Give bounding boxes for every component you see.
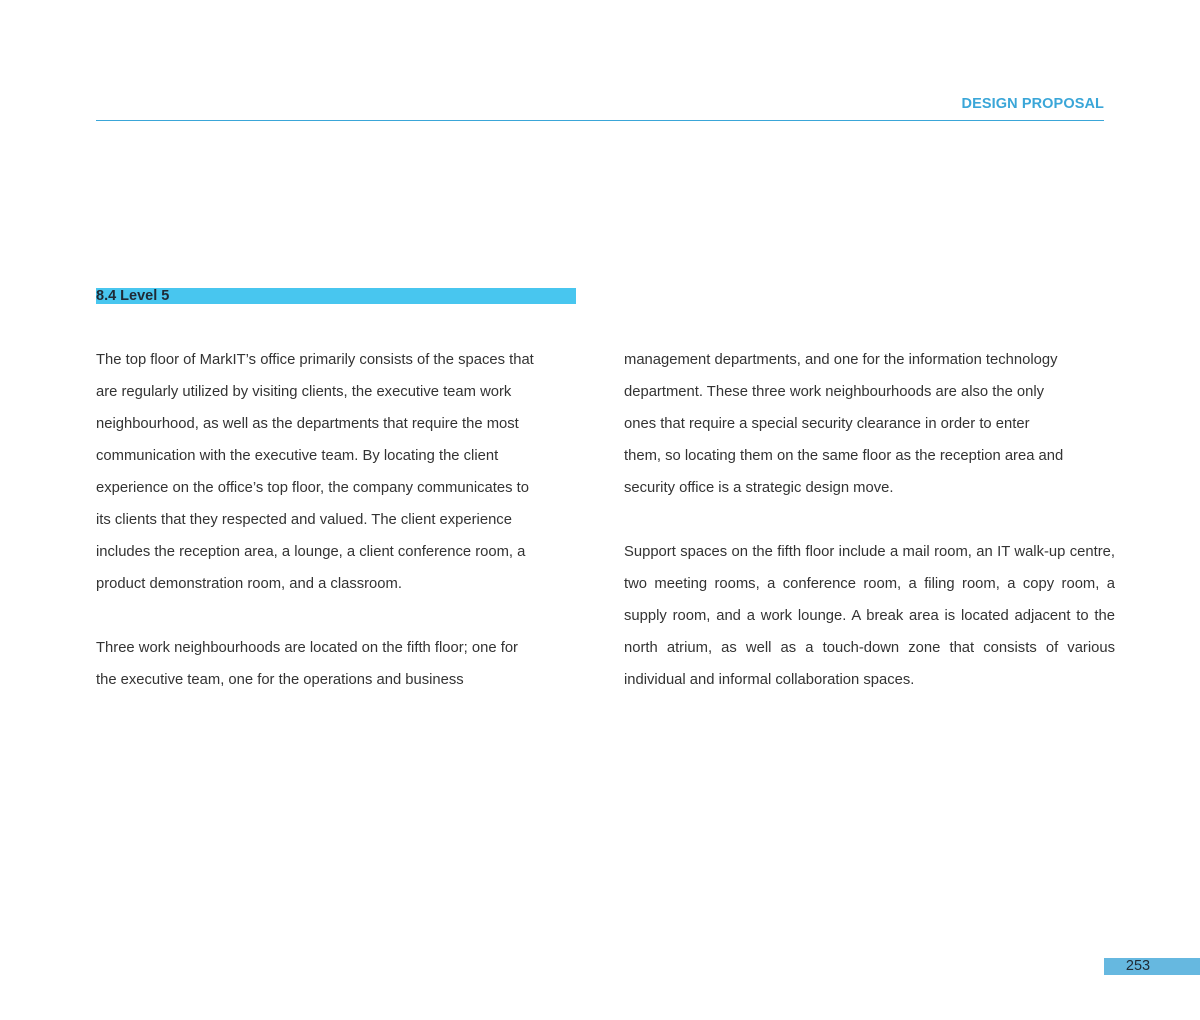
section-heading: 8.4 Level 5 — [96, 288, 170, 304]
paragraph-gap — [624, 504, 1115, 536]
left-paragraph-2 — [96, 632, 576, 696]
left-paragraph-1 — [96, 344, 576, 600]
text-line: the executive team, one for the operations and business — [96, 672, 464, 688]
right-paragraph-2: Support spaces on the fifth floor include a mail room, an IT walk-up centre, two meeting rooms, a conference room, a filing room, a copy room, a supply room, and a work lounge. A break area is located adjacent to the north atrium, as well as a touch-down zone that consists of various individual and informal collaboration spaces. — [624, 544, 1115, 688]
right-column — [624, 344, 1115, 696]
header-title: DESIGN PROPOSAL — [961, 96, 1104, 112]
text-line: communication with the executive team. By locating the client — [96, 448, 499, 464]
text-line: ones that require a special security clearance in order to enter — [624, 416, 1030, 432]
paragraph-gap — [96, 600, 576, 632]
text-line: experience on the office’s top floor, the company communicates to — [96, 480, 529, 496]
left-column — [96, 344, 576, 696]
text-line: security office is a strategic design move. — [624, 480, 894, 496]
header-divider — [96, 120, 1104, 121]
text-line: them, so locating them on the same floor as the reception area and — [624, 448, 1064, 464]
text-line: its clients that they respected and valued. The client experience — [96, 512, 512, 528]
text-line: department. These three work neighbourhoods are also the only — [624, 384, 1045, 400]
text-line: The top floor of MarkIT’s office primarily consists of the spaces that — [96, 352, 534, 368]
right-paragraph-1 — [624, 344, 1115, 504]
text-line: management departments, and one for the information technology — [624, 352, 1058, 368]
text-line: includes the reception area, a lounge, a client conference room, a — [96, 544, 526, 560]
page-number: 253 — [1125, 958, 1151, 974]
text-line: product demonstration room, and a classroom. — [96, 576, 402, 592]
text-line: neighbourhood, as well as the departments that require the most — [96, 416, 519, 432]
text-line: are regularly utilized by visiting clients, the executive team work — [96, 384, 512, 400]
text-line: Three work neighbourhoods are located on the fifth floor; one for — [96, 640, 518, 656]
